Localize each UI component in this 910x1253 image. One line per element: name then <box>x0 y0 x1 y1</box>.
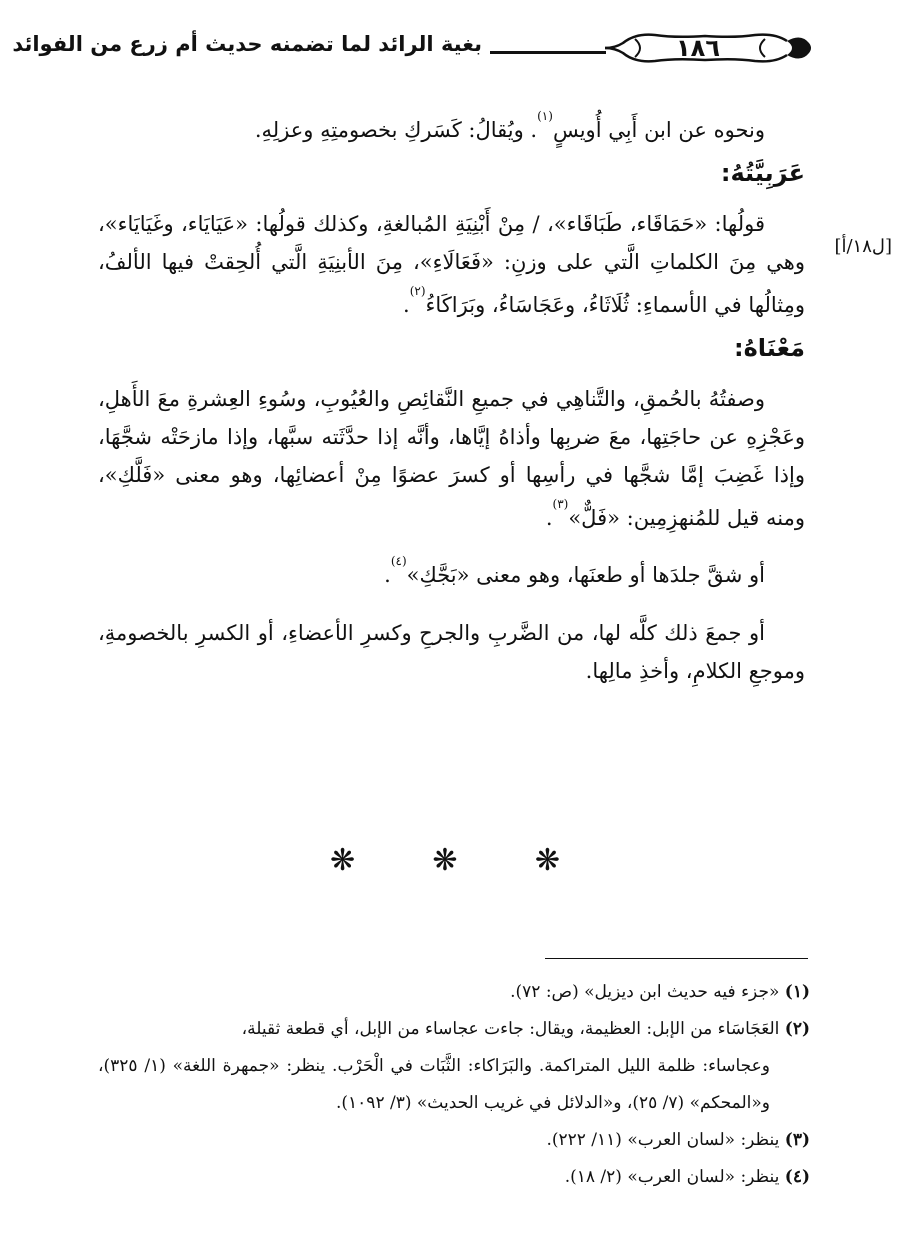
header-rule <box>490 51 606 54</box>
paragraph <box>98 551 805 594</box>
asterism-icon: ❋ <box>330 843 356 878</box>
footnote <box>98 1159 810 1196</box>
footnote-reference[interactable]: (٤) <box>390 554 407 568</box>
footnote-reference[interactable]: (١) <box>537 109 553 123</box>
paragraph-text: . <box>403 293 410 317</box>
paragraph-text: . <box>384 563 391 587</box>
paragraph-text: ونحوه عن ابن أَبِي أُويسٍ <box>552 118 765 142</box>
manuscript-folio-note: [ل١٨/أ] <box>834 236 892 257</box>
footnote-number: (٢) <box>784 1019 810 1039</box>
footnote-separator <box>545 958 808 959</box>
paragraph <box>98 205 805 324</box>
section-divider <box>330 843 560 878</box>
paragraph <box>98 380 805 537</box>
footnote-text: العَجَاسَاء من الإبل: العظيمة، ويقال: جاءت عجاساء من الإبل، أي قطعة ثقيلة، <box>241 1019 780 1039</box>
footnote <box>98 974 810 1011</box>
footnote-reference[interactable]: (٢) <box>409 284 426 298</box>
footnote-number: (٤) <box>784 1167 810 1187</box>
footnote-number: (١) <box>784 982 810 1002</box>
footnote-reference[interactable]: (٣) <box>552 497 569 511</box>
footnote-continuation: وعجاساء: ظلمة الليل المتراكمة. والبَرَاكاء: الثَّبَات في الْحَرْب. ينظر: «جمهرة اللغة» (١/ ٣٢٥)، و«المحكم» (٧/ ٢٥)، و«الدلائل في غريب الحديث» (٣/ ١٠٩٢). <box>98 1056 770 1113</box>
section-heading: عَرَبِيَّتُهُ: <box>720 159 805 187</box>
footnote-text: «جزء فيه حديث ابن ديزيل» (ص: ٧٢). <box>510 982 780 1002</box>
paragraph-text: قولُها: «حَمَاقَاء، طَبَاقَاء»، / مِنْ أَبْنِيَةِ المُبالغةِ، وكذلك قولُها: «عَيَايَاء، وغَيَايَاء»، وهي مِنَ الكلماتِ الَّتي على وزنِ: «فَعَالَاءِ»، مِنَ الأبنِيَةِ الَّتي أُلحِقتْ فيها الألفُ، ومِثالُها في الأسماءِ: ثُلَاثَاءُ، وعَجَاسَاءُ، وبَرَاكَاءُ <box>98 212 805 317</box>
footnote-text: ينظر: «لسان العرب» (٢/ ١٨). <box>564 1167 780 1187</box>
footnote-text: ينظر: «لسان العرب» (١١/ ٢٢٢). <box>546 1130 780 1150</box>
page-number: ١٨٦ <box>676 34 720 62</box>
main-text <box>98 106 805 690</box>
footnote <box>98 1011 810 1048</box>
paragraph-text: . ويُقالُ: كَسَركِ بخصومتِهِ وعزلِهِ. <box>254 118 538 142</box>
paragraph <box>98 106 805 149</box>
footnote-number: (٣) <box>784 1130 810 1150</box>
paragraph: أو جمعَ ذلك كلَّه لها، من الضَّربِ والجرحِ وكسرِ الأعضاءِ، أو الكسرِ بالخصومةِ، وموجعِ الكلامِ، وأخذِ مالِها. <box>98 621 805 683</box>
section-heading: مَعْنَاهُ: <box>734 334 805 362</box>
paragraph-text: أو شقَّ جلدَها أو طعنَها، وهو معنى «بَجَّكِ» <box>406 563 765 587</box>
footnote <box>98 1122 810 1159</box>
running-header <box>12 28 817 68</box>
header-title: بغية الرائد لما تضمنه حديث أم زرع من الفوائد <box>12 32 482 56</box>
paragraph-text: . <box>545 506 553 530</box>
asterism-icon: ❋ <box>432 843 458 878</box>
footnotes <box>98 974 810 1196</box>
paragraph-text: وصفتُهُ بالحُمقِ، والتَّناهِي في جميعِ النَّقائِصِ والعُيُوبِ، وسُوءِ العِشرةِ معَ الأَهلِ، وعَجْزِهِ عن حاجَتِها، معَ ضربِها وأذاهُ إيَّاها، وأنَّه إذا حدَّثَته سبَّها، وإذا مازحَتْه شجَّهَا، وإذا غَضِبَ إمَّا شجَّها في رأسِها أو كسرَ عضوًا مِنْ أعضائِها، وهو معنى «فَلَّكِ»، ومنه قيل للمُنهزِمِين: «فَلٌّ» <box>98 387 805 530</box>
asterism-icon: ❋ <box>534 843 560 878</box>
